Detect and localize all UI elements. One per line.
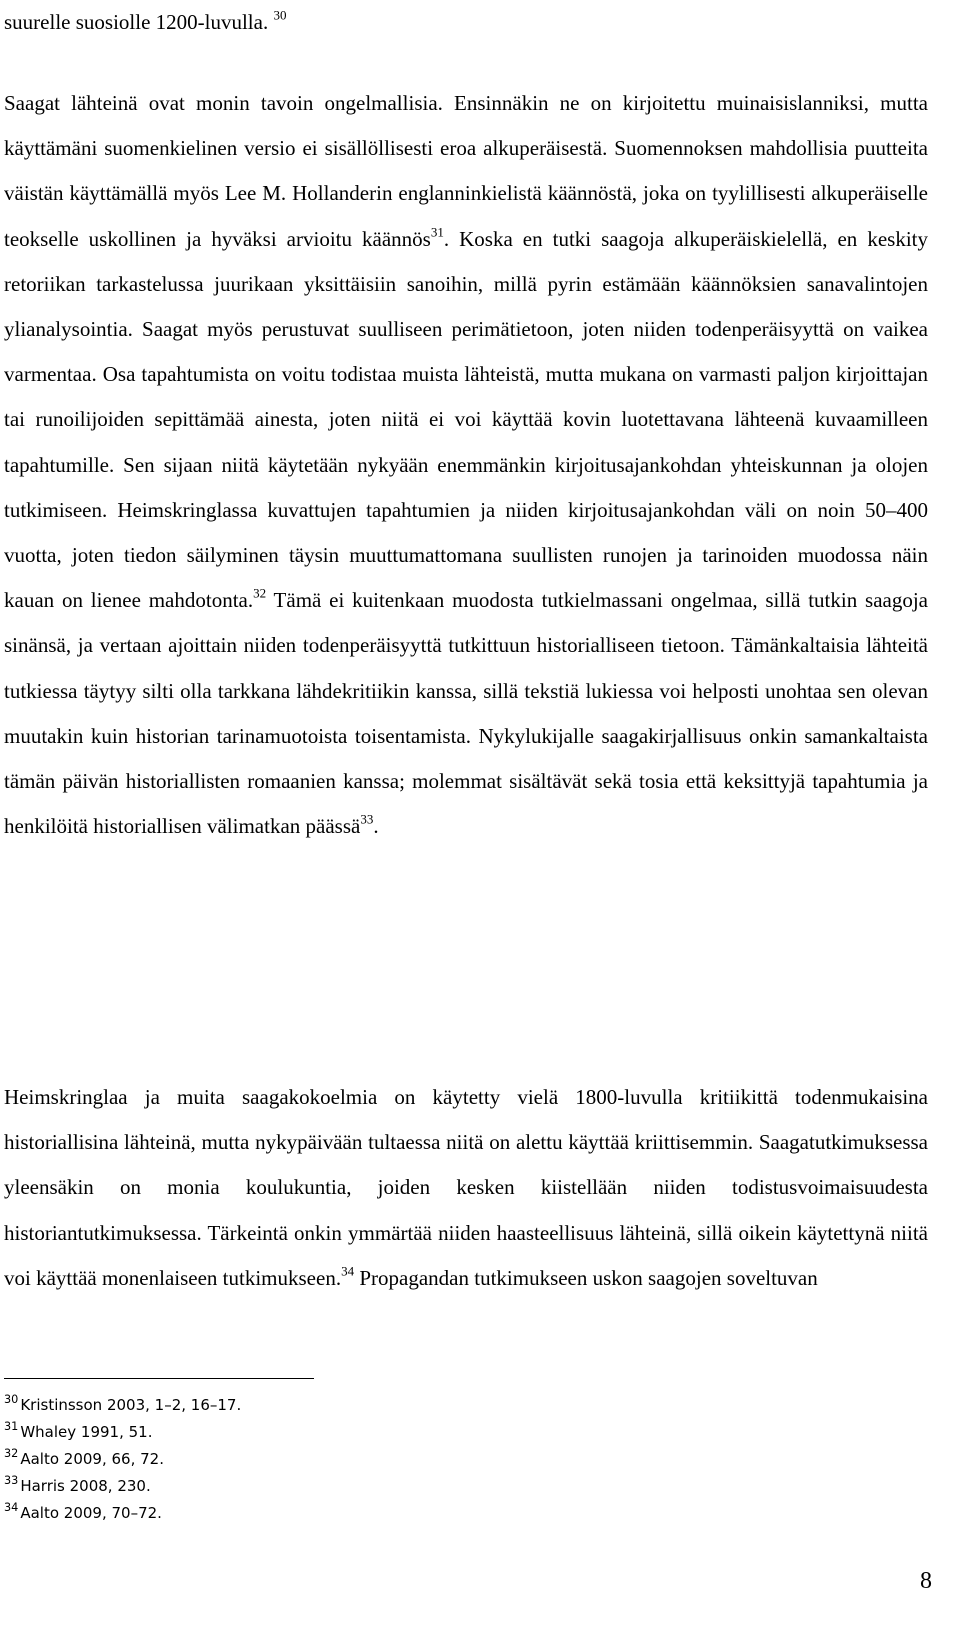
paragraph-text: Tämä ei kuitenkaan muodosta tutkielmassani ongelmaa, sillä tutkin saagoja sinänsä, ja vertaan ajoittain niiden todenperäisyyttä tutkittuun historialliseen tietoon. Tämänkaltaisia lähteitä tutkiessa täytyy silti olla tarkkana lähdekritiikin kanssa, sillä tekstiä lukiessa voi helposti unohtaa sen olevan muutakin kuin historian tarinamuotoista toisentamista. Nykylukijalle saagakirjallisuus onkin samankaltaista tämän päivän historiallisten romaanien kanssa; molemmat sisältävät sekä tosia että keksittyjä tapahtumia ja henkilöitä historiallisen välimatkan päässä	[4, 588, 928, 839]
paragraph-text: suurelle suosiolle 1200-luvulla.	[4, 10, 274, 34]
footnote-reference: 32	[253, 585, 267, 601]
footnote-number: 32	[4, 1447, 19, 1461]
footnote-text: Harris 2008, 230.	[20, 1477, 151, 1495]
footnote-text: Aalto 2009, 66, 72.	[20, 1450, 164, 1468]
footnotes	[4, 1392, 604, 1527]
footnote-31	[4, 1419, 604, 1446]
paragraph-text: . Koska en tutki saagoja alkuperäiskielellä, en keskity retoriikan tarkastelussa juurikaan yksittäisiin sanoihin, millä pyrin estämään käännöksien sanavalintojen ylianalysointia. Saagat myös perustuvat suulliseen perimätietoon, joten niiden todenperäisyyttä on vaikea varmentaa. Osa tapahtumista on voitu todistaa muista lähteistä, mutta mukana on varmasti paljon kirjoittajan tai runoilijoiden sepittämää ainesta, joten niitä ei voi käyttää kovin luotettavana lähteenä kuvaamilleen tapahtumille. Sen sijaan niitä käytetään nykyään enemmänkin kirjoitusajankohdan yhteiskunnan ja olojen tutkimiseen. Heimskringlassa kuvattujen tapahtumien ja niiden kirjoitusajankohdan väli on noin 50–400 vuotta, joten tiedon säilyminen täysin muuttumattomana suullisten runojen ja tarinoiden muodossa näin kauan on lienee mahdotonta.	[4, 226, 928, 613]
footnote-text: Kristinsson 2003, 1–2, 16–17.	[20, 1396, 242, 1414]
paragraph-sources-problems	[4, 81, 928, 849]
footnote-separator	[4, 1378, 314, 1379]
paragraph-intro-tail	[4, 0, 928, 45]
footnote-number: 30	[4, 1393, 19, 1407]
paragraph-text: Propagandan tutkimukseen uskon saagojen soveltuvan	[354, 1265, 818, 1290]
footnote-text: Whaley 1991, 51.	[20, 1423, 153, 1441]
footnote-number: 31	[4, 1420, 19, 1434]
footnote-reference: 34	[341, 1263, 355, 1279]
footnote-reference: 31	[430, 223, 444, 239]
footnote-32	[4, 1446, 604, 1473]
footnote-reference: 30	[273, 7, 287, 23]
paragraph-saga-research	[4, 1075, 928, 1301]
footnote-number: 34	[4, 1501, 19, 1515]
page-number: 8	[920, 1568, 932, 1594]
footnote-30	[4, 1392, 604, 1419]
paragraph-text: .	[373, 814, 379, 839]
footnote-text: Aalto 2009, 70–72.	[20, 1504, 162, 1522]
paragraph-text: Heimskringlaa ja muita saagakokoelmia on käytetty vielä 1800-luvulla kritiikittä todenmukaisina historiallisina lähteinä, mutta nykypäivään tultaessa niitä on alettu käyttää kriittisemmin. Saagatutkimuksessa yleensäkin on monia koulukuntia, joiden kesken kiistellään niiden todistusvoimaisuudesta historiantutkimuksessa. Tärkeintä onkin ymmärtää niiden haasteellisuus lähteinä, sillä oikein käytettynä niitä voi käyttää monenlaiseen tutkimukseen.	[4, 1085, 928, 1290]
paragraph-text: Saagat lähteinä ovat monin tavoin ongelmallisia. Ensinnäkin ne on kirjoitettu muinaisislanniksi, mutta käyttämäni suomenkielinen versio ei sisällöllisesti eroa alkuperäisestä. Suomennoksen mahdollisia puutteita väistän käyttämällä myös Lee M. Hollanderin englanninkielistä käännöstä, joka on tyylillisesti alkuperäiselle teokselle uskollinen ja hyväksi arvioitu käännös	[4, 91, 928, 251]
footnote-34	[4, 1500, 604, 1527]
footnote-reference: 33	[360, 811, 374, 827]
footnote-33	[4, 1473, 604, 1500]
footnote-number: 33	[4, 1474, 19, 1488]
